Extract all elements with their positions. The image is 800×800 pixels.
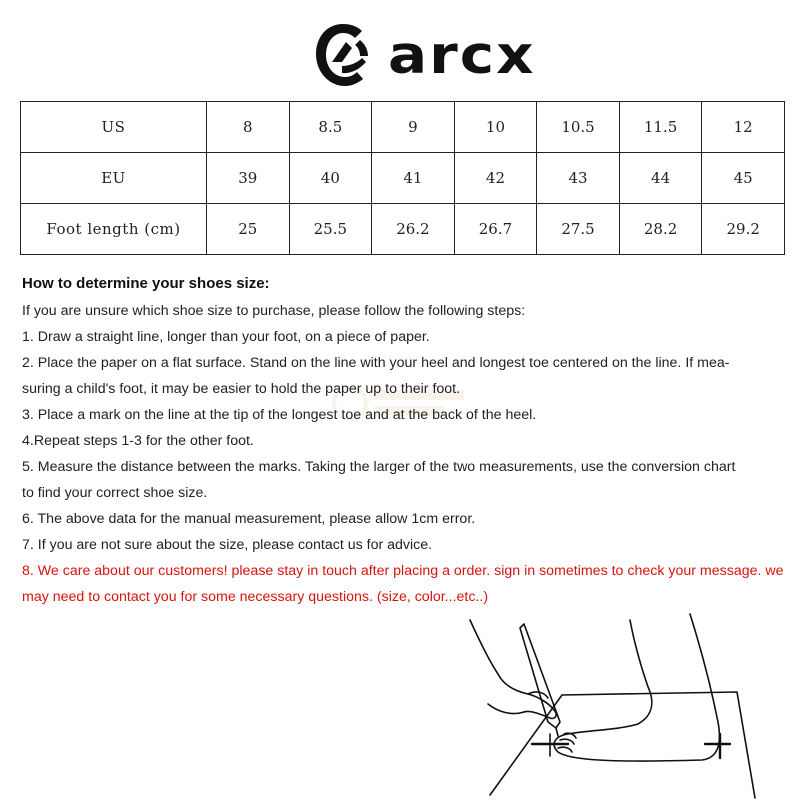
guide-step-1: 1. Draw a straight line, longer than your foot, on a piece of paper. [22,329,430,345]
table-cell: 42 [454,153,537,204]
leg-outline [554,614,719,761]
guide-step-7: 7. If you are not sure about the size, please contact us for advice. [22,537,433,553]
guide-step-8-cont: may need to contact you for some necessary questions. (size, color...etc..) [22,589,489,605]
row-label-us: US [21,102,207,153]
pen-icon [520,624,560,728]
guide-title: How to determine your shoes size: [22,275,270,292]
guide-step-8: 8. We care about our customers! please stay in touch after placing a order. sign in sometimes to check your message. we [22,563,784,579]
table-cell: 29.2 [702,204,785,255]
brand-logo [312,18,572,92]
arcx-logo-icon [312,20,374,90]
guide-step-3: 3. Place a mark on the line at the tip of the longest toe and at the back of the heel. [22,407,537,423]
sizing-guide [22,270,782,610]
guide-step-5: 5. Measure the distance between the marks. Taking the larger of the two measurements, use the conversion chart [22,459,736,475]
row-label-foot-length: Foot length (cm) [21,204,207,255]
guide-step-4: 4.Repeat steps 1-3 for the other foot. [22,433,254,449]
table-cell: 26.2 [372,204,455,255]
table-row [21,153,785,204]
table-cell: 28.2 [619,204,702,255]
table-cell: 9 [372,102,455,153]
table-cell: 11.5 [619,102,702,153]
guide-intro: If you are unsure which shoe size to purchase, please follow the following steps: [22,303,526,319]
guide-step-2-cont: suring a child's foot, it may be easier to hold the paper up to their foot. [22,381,461,397]
table-cell: 40 [289,153,372,204]
table-row [21,102,785,153]
guide-step-6: 6. The above data for the manual measurement, please allow 1cm error. [22,511,476,527]
guide-step-2: 2. Place the paper on a flat surface. Stand on the line with your heel and longest toe centered on the line. If mea- [22,355,730,371]
table-cell: 39 [207,153,290,204]
row-label-eu: EU [21,153,207,204]
table-cell: 45 [702,153,785,204]
table-cell: 12 [702,102,785,153]
table-cell: 43 [537,153,620,204]
size-chart-table [20,101,785,255]
foot-measuring-illustration [440,612,780,800]
table-row [21,204,785,255]
table-cell: 25.5 [289,204,372,255]
table-cell: 26.7 [454,204,537,255]
table-cell: 41 [372,153,455,204]
table-cell: 8 [207,102,290,153]
guide-step-5-cont: to find your correct shoe size. [22,485,208,501]
table-cell: 25 [207,204,290,255]
table-cell: 44 [619,153,702,204]
table-cell: 27.5 [537,204,620,255]
table-cell: 8.5 [289,102,372,153]
table-cell: 10.5 [537,102,620,153]
table-cell: 10 [454,102,537,153]
brand-name: arcx [388,24,536,86]
